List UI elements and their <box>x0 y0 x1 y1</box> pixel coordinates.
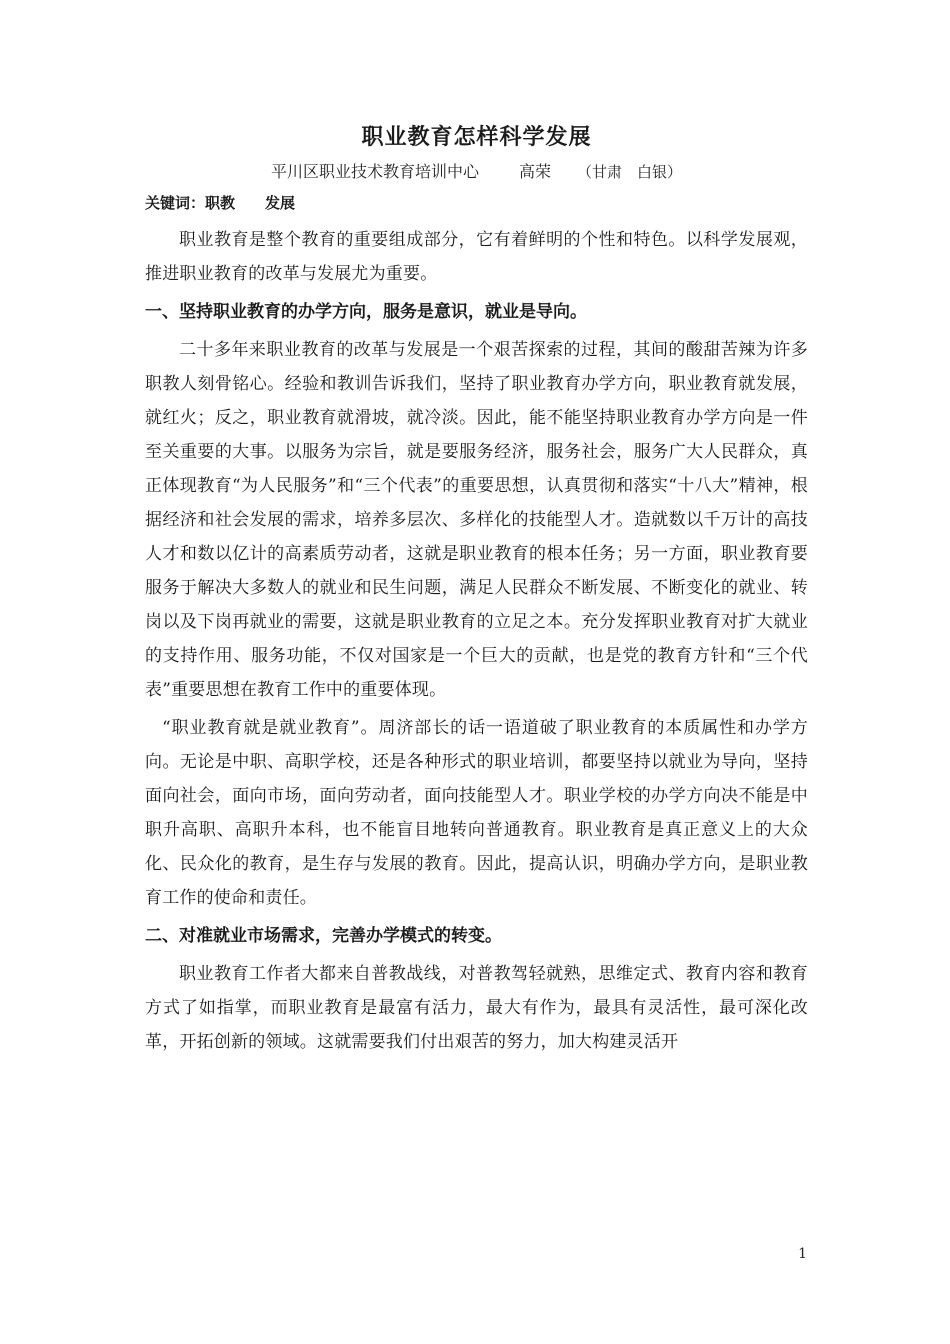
keywords <box>145 192 808 213</box>
document-body <box>145 120 808 1063</box>
section-1-paragraph-2: “职业教育就是就业教育”。周济部长的话一语道破了职业教育的本质属性和办学方向。无论是中职、高职学校，还是各种形式的职业培训，都要坚持以就业为导向，坚持面向社会，面向市场，面向劳动者，面向技能型人才。职业学校的办学方向决不能是中职升高职、高职升本科，也不能盲目地转向普通教育。职业教育是真正意义上的大众化、民众化的教育，是生存与发展的教育。因此，提高认识，明确办学方向，是职业教育工作的使命和责任。 <box>145 718 808 908</box>
intro-paragraph: 职业教育是整个教育的重要组成部分，它有着鲜明的个性和特色。以科学发展观，推进职业教育的改革与发展尤为重要。 <box>145 230 808 284</box>
author-location: （甘肃 白银） <box>577 163 683 181</box>
author-name: 高荣 <box>518 162 551 181</box>
keywords-label: 关键词：职教 <box>145 194 236 212</box>
byline <box>145 159 808 182</box>
author-organization: 平川区职业技术教育培训中心 <box>270 162 479 181</box>
section-1-paragraph-1: 二十多年来职业教育的改革与发展是一个艰苦探索的过程，其间的酸甜苦辣为许多职教人刻骨铭心。经验和教训告诉我们，坚持了职业教育办学方向，职业教育就发展，就红火；反之，职业教育就滑坡，就冷淡。因此，能不能坚持职业教育办学方向是一件至关重要的大事。以服务为宗旨，就是要服务经济，服务社会，服务广大人民群众，真正体现教育“为人民服务”和“三个代表”的重要思想，认真贯彻和落实“十八大”精神，根据经济和社会发展的需求，培养多层次、多样化的技能型人才。造就数以千万计的高技人才和数以亿计的高素质劳动者，这就是职业教育的根本任务；另一方面，职业教育要服务于解决大多数人的就业和民生问题，满足人民群众不断发展、不断变化的就业、转岗以及下岗再就业的需要，这就是职业教育的立足之本。充分发挥职业教育对扩大就业的支持作用、服务功能，不仅对国家是一个巨大的贡献，也是党的教育方针和“三个代表”重要思想在教育工作中的重要体现。 <box>145 340 808 700</box>
page-number: 1 <box>798 1246 807 1262</box>
section-2-heading: 二、对准就业市场需求，完善办学模式的转变。 <box>145 926 502 946</box>
document-title: 职业教育怎样科学发展 <box>361 124 592 150</box>
section-2-paragraph-1: 职业教育工作者大都来自普教战线，对普教驾轻就熟，思维定式、教育内容和教育方式了如指掌，而职业教育是最富有活力，最大有作为，最具有灵活性，最可深化改革，开拓创新的领域。这就需要我们付出艰苦的努力，加大构建灵活开 <box>145 964 808 1052</box>
keyword-second: 发展 <box>265 194 296 212</box>
section-1-heading: 一、坚持职业教育的办学方向，服务是意识，就业是导向。 <box>145 302 587 322</box>
